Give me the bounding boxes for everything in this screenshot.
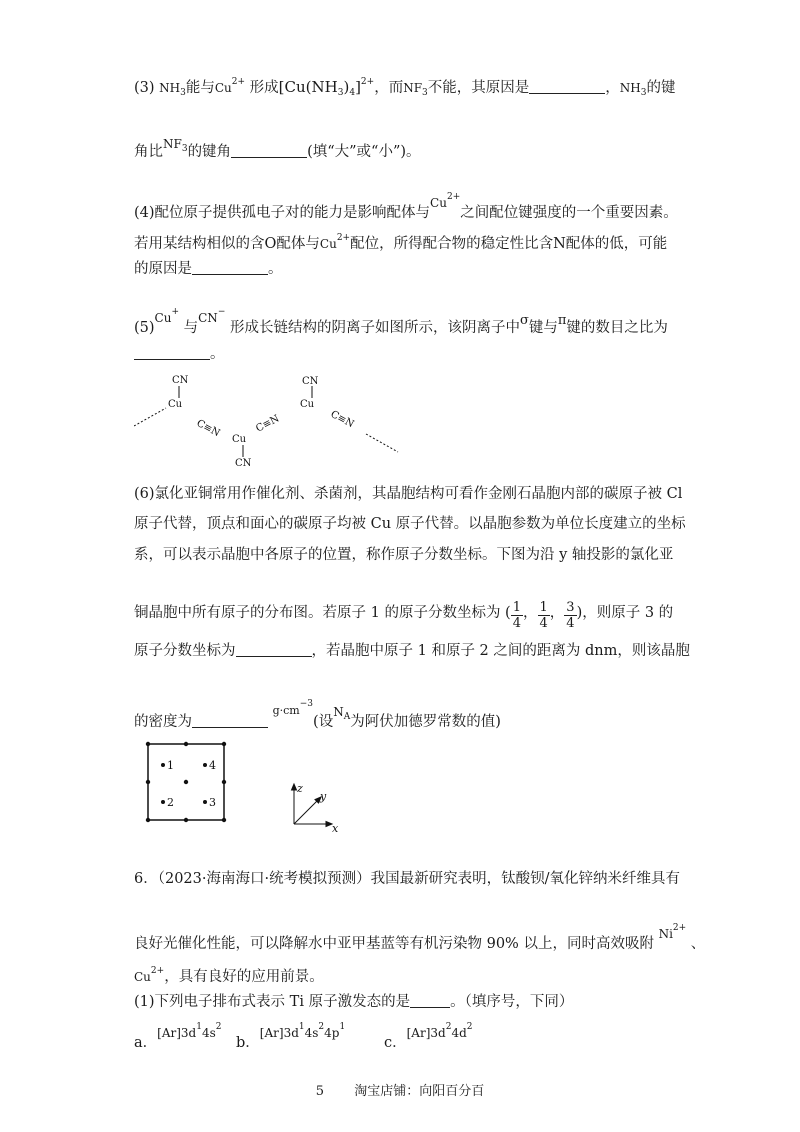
part3-line1: (3) $NH_3$能与$Cu^{2+}$ 形成$[Cu(NH_3)_4]^{2+}$，而$NF_3$不能，其原因是 ，$NH_3$的键 — [134, 77, 676, 98]
avogadro-symbol: NA — [333, 705, 351, 722]
nh3-formula-2: $NH_3$ — [619, 81, 647, 98]
page-number: 5 — [315, 1084, 324, 1099]
q6-line1: 6．（2023·海南海口·统考模拟预测）我国最新研究表明，钛酸钡/氧化锌纳米纤维具有 — [134, 871, 680, 887]
pi-symbol: π — [557, 313, 567, 328]
part4-line2: 若用某结构相似的含O配体与$Cu^{2+}$配位，所得配合物的稳定性比含N配体的低，可能 — [134, 233, 668, 252]
axis-z-label: z — [297, 782, 303, 795]
atom-label-3: 3 — [209, 796, 216, 809]
fraction-1: $\frac{1}{4}$ — [512, 600, 521, 631]
part5-line1: $(5)^{Cu^+}$ 与$^{CN^-}$ 形成长链结构的阴离子如图所示，该阴离子中σ键与π键的数目之比为 — [134, 307, 668, 336]
density-unit: g·cm−3 — [272, 699, 314, 717]
ni2-ion: Ni2+ — [658, 923, 687, 941]
part5-line2: 。 — [134, 344, 225, 364]
atom-label-1: 1 — [167, 759, 174, 772]
axis-x-label: x — [332, 822, 339, 835]
page-footer — [0, 1080, 800, 1099]
cu-label-1: Cu — [168, 399, 183, 410]
fraction-2: $\frac{1}{4}$ — [539, 600, 548, 631]
bond-label-2: C≡N — [254, 413, 282, 435]
center-atom — [184, 780, 188, 784]
cu-plus-ion: Cu+ — [154, 307, 180, 325]
atom-label-4: 4 — [209, 759, 216, 772]
cu2-ion-b: Cu2+ — [430, 192, 461, 210]
cn-label-2: CN — [235, 458, 252, 469]
part4-line1: (4)配位原子提供孤电子对的能力是影响配体与$^{Cu^{2+}}$之间配位键强度的一个重要因素。 — [134, 192, 678, 221]
cn-minus-ion: CN− — [198, 307, 226, 325]
q6-part1: (1)下列电子排布式表示 Ti 原子激发态的是 。（填序号，下同） — [134, 994, 574, 1010]
axes-diagram — [284, 776, 344, 836]
option-b[interactable]: b．$[Ar]3d^14s^24p^1$ — [236, 1022, 346, 1051]
bond-label-1: C≡N — [194, 417, 222, 440]
corner-atom-bl — [146, 818, 150, 822]
complex-ion: $[Cu(NH_3)_4]^{2+}$ — [278, 77, 375, 98]
atom-1-dot — [161, 763, 165, 767]
fraction-3: $\frac{3}{4}$ — [566, 600, 575, 631]
part6-line5: 原子分数坐标为 ，若晶胞中原子 1 和原子 2 之间的距离为 dnm，则该晶胞 — [134, 643, 690, 659]
atom-3-dot — [203, 800, 207, 804]
cu2-ion-c: $Cu^{2+}$ — [319, 233, 351, 251]
part3-line2: 角比$^{NF_3}$的键角 (填“大”或“小”)。 — [134, 137, 421, 160]
edge-atom-right — [222, 780, 226, 784]
cu2-ion-q6: $Cu^{2+}$ — [134, 966, 165, 984]
cucn-chain-diagram — [134, 370, 404, 470]
part4-line3: 的原因是 。 — [134, 261, 283, 277]
cn-label-1: CN — [172, 375, 189, 386]
answer-blank-4[interactable] — [192, 260, 268, 275]
bond-label-3: C≡N — [328, 408, 356, 431]
cu-label-3: Cu — [300, 399, 315, 410]
part6-line2: 原子代替，顶点和面心的碳原子均被 Cu 原子代替。以晶胞参数为单位长度建立的坐标 — [134, 516, 686, 532]
answer-blank-5[interactable] — [134, 345, 210, 360]
corner-atom-tl — [146, 742, 150, 746]
cn-label-3: CN — [302, 376, 319, 387]
atom-2-dot — [161, 800, 165, 804]
q6-options — [134, 1022, 634, 1052]
corner-atom-tr — [222, 742, 226, 746]
edge-atom-top — [184, 742, 188, 746]
part6-line4: 铜晶胞中所有原子的分布图。若原子 1 的原子分数坐标为 ( $\frac{1}{4}$ ， $\frac{1}{4}$ ， $\frac{3}{4}$ )，则原子 3 的 — [134, 600, 674, 631]
edge-atom-bottom — [184, 818, 188, 822]
q6-line3: $Cu^{2+}$，具有良好的应用前景。 — [134, 966, 324, 985]
part6-line3: 系，可以表示晶胞中各原子的位置，称作原子分数坐标。下图为沿 y 轴投影的氯化亚 — [134, 547, 674, 563]
cu2-ion: $Cu^{2+}$ — [214, 77, 246, 95]
answer-blank-6b[interactable] — [192, 713, 268, 728]
corner-atom-br — [222, 818, 226, 822]
dashed-chain-right — [366, 434, 398, 452]
cu-label-2: Cu — [232, 434, 247, 445]
answer-blank-3b[interactable] — [231, 143, 307, 158]
axis-y-label: y — [320, 790, 327, 803]
option-a[interactable]: a．$[Ar]3d^14s^2$ — [134, 1022, 222, 1051]
answer-blank-3a[interactable] — [529, 79, 605, 94]
nf3-formula-2: NF3 — [163, 137, 188, 154]
edge-atom-left — [146, 780, 150, 784]
q6-line2: 良好光催化性能，可以降解水中亚甲基蓝等有机污染物 90% 以上，同时高效吸附 $^{Ni^{2+}}$ 、 — [134, 923, 706, 952]
dashed-chain-left — [134, 408, 166, 426]
atom-label-2: 2 — [167, 796, 174, 809]
part6-line6: 的密度为 $^{g\cdot cm^{-3}}$(设$^{N_A}$为阿伏加德罗常数的值) — [134, 699, 501, 730]
option-c[interactable]: c．$[Ar]3d^24d^2$ — [384, 1022, 473, 1051]
sigma-symbol: σ — [519, 313, 529, 328]
answer-blank-6a[interactable] — [236, 642, 312, 657]
shop-name: 淘宝店铺：向阳百分百 — [354, 1084, 485, 1099]
part6-line1: (6)氯化亚铜常用作催化剂、杀菌剂，其晶胞结构可看作金刚石晶胞内部的碳原子被 Cl — [134, 486, 683, 502]
nh3-formula: $NH_3$ — [159, 81, 186, 98]
unit-cell-projection — [140, 738, 238, 828]
atom-4-dot — [203, 763, 207, 767]
nf3-formula: $NF_3$ — [403, 81, 428, 98]
answer-blank-q6-1[interactable] — [410, 993, 450, 1008]
